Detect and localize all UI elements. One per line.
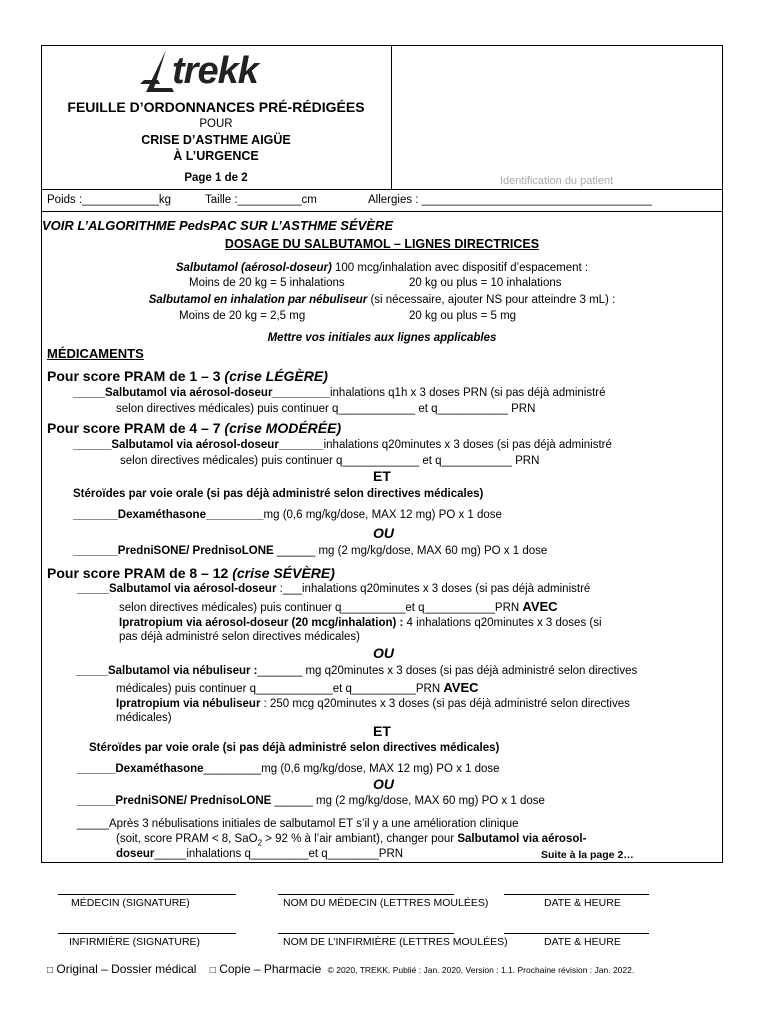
poids-field[interactable]: Poids :____________kg <box>47 194 172 206</box>
form-title: FEUILLE D’ORDONNANCES PRÉ-RÉDIGÉES <box>67 99 365 115</box>
page-number: Page 1 de 2 <box>184 172 248 184</box>
date-label-2: DATE & HEURE <box>544 936 621 948</box>
severe-ou-1: OU <box>373 645 394 661</box>
severe-continue-line[interactable]: selon directives médicales) puis continuer q__________et q___________PRN AVEC <box>119 599 558 614</box>
severe-steroids: Stéroïdes par voie orale (si pas déjà administré selon directives médicales) <box>89 742 500 754</box>
after-neb-line3[interactable]: doseur_____inhalations q_________et q________PRN <box>116 848 404 860</box>
aerosol-dosing: Salbutamol (aérosol-doseur) 100 mcg/inhalation avec dispositif d’espacement : <box>175 262 589 274</box>
after-neb-line1[interactable]: _____Après 3 nébulisations initiales de salbutamol ET s’il y a une amélioration clinique <box>77 818 519 830</box>
severe-ipratropium-neb-line2: médicales) <box>116 712 172 724</box>
severe-ou-2: OU <box>373 776 394 792</box>
date-line-1[interactable] <box>504 894 649 895</box>
date-line-2[interactable] <box>504 933 649 934</box>
trekk-logo <box>136 48 266 96</box>
weight-row-divider <box>41 211 723 212</box>
logo-text: trekk <box>172 50 258 92</box>
copyright: © 2020, TREKK. Publié : Jan. 2020, Version : 1.1. Prochaine révision : Jan. 2022. <box>327 965 635 975</box>
neb-under-20: Moins de 20 kg = 2,5 mg <box>179 310 306 322</box>
aerosol-over-20: 20 kg ou plus = 10 inhalations <box>409 277 562 289</box>
patient-id-label: Identification du patient <box>500 175 614 187</box>
mild-salbutamol-line[interactable]: _____Salbutamol via aérosol-doseur_________inhalations q1h x 3 doses PRN (si pas déjà administré <box>73 387 606 399</box>
footer <box>47 962 634 976</box>
mild-continue-line[interactable]: selon directives médicales) puis continuer q____________ et q___________ PRN <box>116 403 536 415</box>
after-neb-line2: (soit, score PRAM < 8, SaO$_2$ > 92 % à l’air ambiant), changer pour Salbutamol via aérosol- <box>116 833 587 848</box>
taille-field[interactable]: Taille :__________cm <box>205 194 317 206</box>
title-pour: POUR <box>199 118 233 130</box>
allergies-field[interactable]: Allergies : ____________________________________ <box>368 194 652 206</box>
doctor-signature-label: MÉDECIN (SIGNATURE) <box>71 897 190 909</box>
neb-over-20: 20 kg ou plus = 5 mg <box>409 310 517 322</box>
mild-heading: Pour score PRAM de 1 – 3 (crise LÉGÈRE) <box>47 368 328 384</box>
algorithm-note: VOIR L’ALGORITHME PedsPAC SUR L’ASTHME SÉVÈRE <box>42 218 394 233</box>
copy-checkbox-icon[interactable]: □ <box>209 965 216 976</box>
severe-ipratropium-neb-line: Ipratropium via nébuliseur : 250 mcg q20minutes x 3 doses (si pas déjà administré selon directives <box>116 698 630 710</box>
doctor-signature-line[interactable] <box>58 894 236 895</box>
moderate-steroids: Stéroïdes par voie orale (si pas déjà administré selon directives médicales) <box>73 488 484 500</box>
moderate-continue-line[interactable]: selon directives médicales) puis continuer q____________ et q___________ PRN <box>120 455 540 467</box>
original-label: Original – Dossier médical <box>56 962 197 976</box>
nurse-signature-label: INFIRMIÈRE (SIGNATURE) <box>69 936 201 948</box>
doctor-name-line[interactable] <box>278 894 454 895</box>
moderate-heading: Pour score PRAM de 4 – 7 (crise MODÉRÉE) <box>47 420 342 436</box>
medications-heading: MÉDICAMENTS <box>47 346 144 361</box>
severe-neb-continue-line[interactable]: médicales) puis continuer q____________et q__________PRN AVEC <box>116 680 479 695</box>
moderate-ou: OU <box>373 525 394 541</box>
dosage-title: DOSAGE DU SALBUTAMOL – LIGNES DIRECTRICES <box>224 237 540 251</box>
moderate-salbutamol-line[interactable]: ______Salbutamol via aérosol-doseur_______inhalations q20minutes x 3 doses (si pas déjà administré <box>73 439 612 451</box>
severe-ipratropium-line: Ipratropium via aérosol-doseur (20 mcg/inhalation) : 4 inhalations q20minutes x 3 doses (si <box>119 617 602 629</box>
header-vertical-divider <box>391 45 392 190</box>
nurse-signature-line[interactable] <box>58 933 236 934</box>
severe-salbutamol-line[interactable]: _____Salbutamol via aérosol-doseur :___inhalations q20minutes x 3 doses (si pas déjà administré <box>77 583 591 595</box>
original-checkbox-icon[interactable]: □ <box>47 965 54 976</box>
aerosol-under-20: Moins de 20 kg = 5 inhalations <box>189 277 345 289</box>
moderate-dexamethasone-line[interactable]: _______Dexaméthasone_________mg (0,6 mg/kg/dose, MAX 12 mg) PO x 1 dose <box>73 509 502 521</box>
severe-et: ET <box>373 723 391 739</box>
nebulizer-dosing: Salbutamol en inhalation par nébuliseur (si nécessaire, ajouter NS pour atteindre 3 mL) : <box>148 294 616 306</box>
copy-label: Copie – Pharmacie <box>219 962 322 976</box>
severe-heading: Pour score PRAM de 8 – 12 (crise SÉVÈRE) <box>47 565 335 581</box>
header-divider <box>41 189 723 190</box>
severe-ipratropium-line2: pas déjà administré selon directives médicales) <box>119 631 360 643</box>
doctor-name-label: NOM DU MÉDECIN (LETTRES MOULÉES) <box>283 897 489 909</box>
initials-instruction: Mettre vos initiales aux lignes applicables <box>267 332 497 344</box>
severe-prednisone-line[interactable]: ______PredniSONE/ PrednisoLONE ______ mg (2 mg/kg/dose, MAX 60 mg) PO x 1 dose <box>77 795 545 807</box>
nurse-name-line[interactable] <box>278 933 454 934</box>
nurse-name-label: NOM DE L’INFIRMIÈRE (LETTRES MOULÉES) <box>283 936 508 948</box>
continued-note: Suite à la page 2… <box>541 849 634 861</box>
moderate-et: ET <box>373 468 391 484</box>
severe-dexamethasone-line[interactable]: ______Dexaméthasone_________mg (0,6 mg/kg/dose, MAX 12 mg) PO x 1 dose <box>77 763 500 775</box>
date-label-1: DATE & HEURE <box>544 897 621 909</box>
moderate-prednisone-line[interactable]: _______PredniSONE/ PrednisoLONE ______ mg (2 mg/kg/dose, MAX 60 mg) PO x 1 dose <box>73 545 548 557</box>
title-emergency: À L’URGENCE <box>173 149 259 163</box>
severe-nebulizer-line[interactable]: _____Salbutamol via nébuliseur :_______ mg q20minutes x 3 doses (si pas déjà administré selon directives <box>76 665 638 677</box>
title-crisis: CRISE D’ASTHME AIGÜE <box>141 133 291 147</box>
